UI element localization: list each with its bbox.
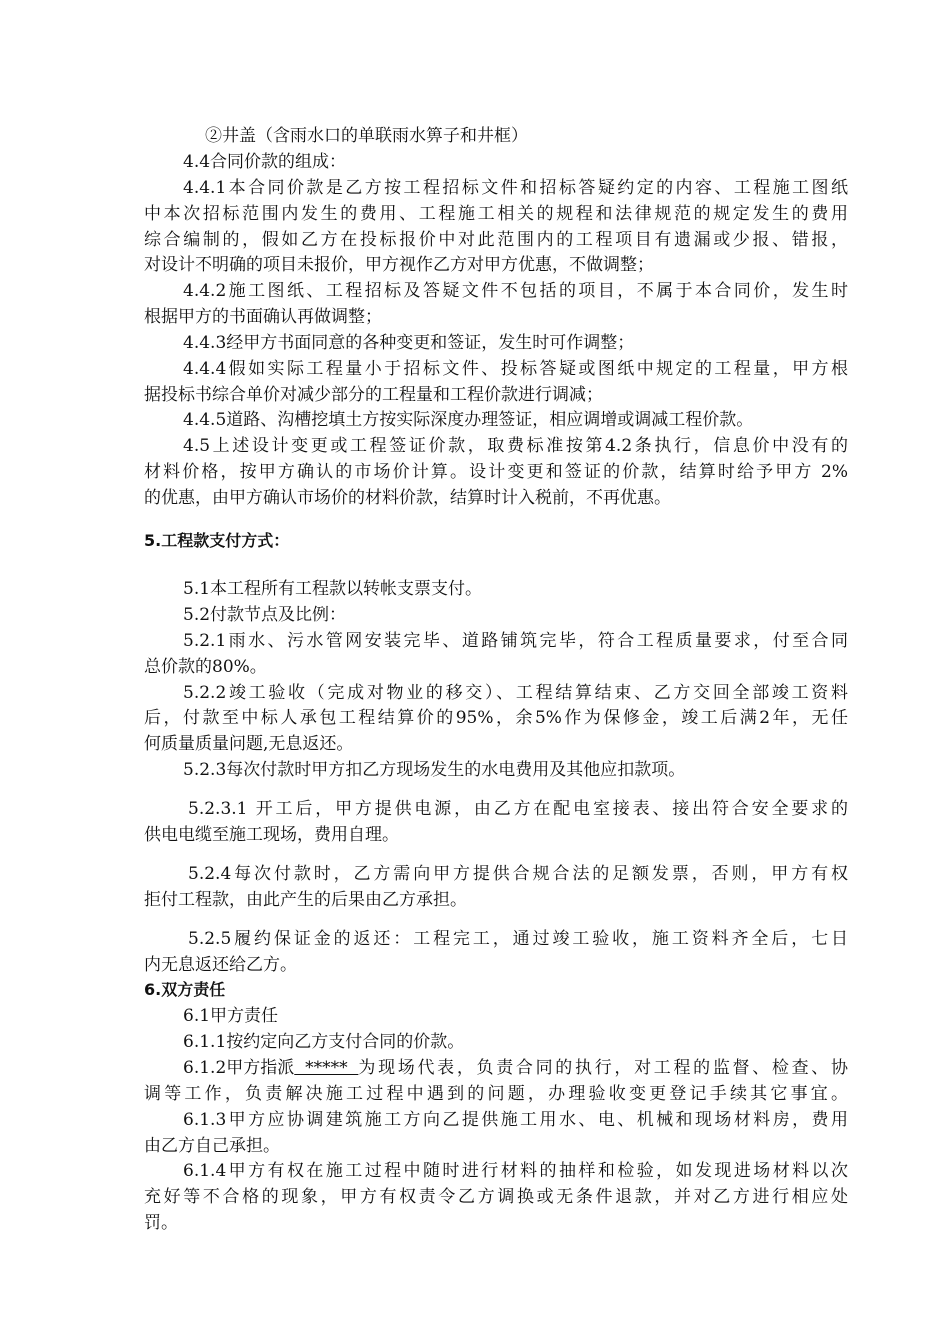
paragraph-line: 总价款的80%。 <box>144 657 267 677</box>
paragraph-line: 拒付工程款，由此产生的后果由乙方承担。 <box>144 890 467 910</box>
paragraph-line: 5.2.1雨水、污水管网安装完毕、道路铺筑完毕，符合工程质量要求，付至合同 <box>183 631 848 651</box>
clause-heading: 4.4合同价款的组成： <box>183 152 347 172</box>
paragraph-line: 6.1.3甲方应协调建筑施工方向乙提供施工用水、电、机械和现场材料房，费用 <box>183 1110 848 1130</box>
paragraph-line: 4.4.5道路、沟槽挖填土方按实际深度办理签证，相应调增或调减工程价款。 <box>183 410 754 430</box>
paragraph-line: 5.2.4每次付款时，乙方需向甲方提供合规合法的足额发票，否则，甲方有权 <box>188 864 848 884</box>
paragraph-line: 6.1.1按约定向乙方支付合同的价款。 <box>183 1032 465 1052</box>
paragraph-line: ②井盖（含雨水口的单联雨水箅子和井框） <box>205 126 528 146</box>
paragraph-line: 内无息返还给乙方。 <box>144 955 297 975</box>
paragraph-line: 4.4.4假如实际工程量小于招标文件、投标答疑或图纸中规定的工程量，甲方根 <box>183 359 848 379</box>
paragraph-line: 罚。 <box>144 1213 178 1233</box>
paragraph-line: 供电电缆至施工现场，费用自理。 <box>144 825 399 845</box>
paragraph-line: 5.2.2竣工验收（完成对物业的移交）、工程结算结束、乙方交回全部竣工资料 <box>183 683 848 703</box>
paragraph-line: 由乙方自己承担。 <box>144 1136 280 1156</box>
paragraph-line: 5.2.3.1 开工后，甲方提供电源，由乙方在配电室接表、接出符合安全要求的 <box>188 799 848 819</box>
section-heading: 6.双方责任 <box>144 980 226 999</box>
section-heading: 5.工程款支付方式： <box>144 531 290 550</box>
paragraph-line: 5.2.3每次付款时甲方扣乙方现场发生的水电费用及其他应扣款项。 <box>183 760 686 780</box>
paragraph-line: 4.4.2施工图纸、工程招标及答疑文件不包括的项目，不属于本合同价，发生时 <box>183 281 848 301</box>
clause-heading: 6.1甲方责任 <box>183 1006 279 1026</box>
paragraph-line <box>183 1056 848 1080</box>
paragraph-line: 4.4.3经甲方书面同意的各种变更和签证，发生时可作调整； <box>183 333 635 353</box>
clause-number-text: 6.1.2甲方指派 <box>183 1058 295 1078</box>
paragraph-line: 何质量质量问题,无息返还。 <box>144 734 354 754</box>
paragraph-line: 综合编制的，假如乙方在投标报价中对此范围内的工程项目有遗漏或少报、错报， <box>144 230 848 250</box>
representative-blank: ***** <box>294 1058 359 1078</box>
paragraph-line: 5.2.5履约保证金的返还：工程完工，通过竣工验收，施工资料齐全后，七日 <box>188 929 848 949</box>
paragraph-line: 4.5上述设计变更或工程签证价款，取费标准按第4.2条执行，信息价中没有的 <box>183 436 848 456</box>
paragraph-line: 中本次招标范围内发生的费用、工程施工相关的规程和法律规范的规定发生的费用 <box>144 204 848 224</box>
clause-heading: 5.2付款节点及比例： <box>183 605 347 625</box>
paragraph-line: 据投标书综合单价对减少部分的工程量和工程价款进行调减； <box>144 385 603 405</box>
paragraph-line: 后，付款至中标人承包工程结算价的95%，余5%作为保修金，竣工后满2年，无任 <box>144 708 848 728</box>
paragraph-text: 为现场代表，负责合同的执行，对工程的监督、检查、协 <box>358 1058 848 1078</box>
paragraph-line: 的优惠，由甲方确认市场价的材料价款，结算时计入税前，不再优惠。 <box>144 488 671 508</box>
paragraph-line: 充好等不合格的现象，甲方有权责令乙方调换或无条件退款，并对乙方进行相应处 <box>144 1187 848 1207</box>
paragraph-line: 调等工作，负责解决施工过程中遇到的问题，办理验收变更登记手续其它事宜。 <box>144 1084 848 1104</box>
paragraph-line: 材料价格，按甲方确认的市场价计算。设计变更和签证的价款，结算时给予甲方 2% <box>144 462 848 482</box>
paragraph-line: 对设计不明确的项目未报价，甲方视作乙方对甲方优惠，不做调整； <box>144 255 654 275</box>
paragraph-line: 4.4.1本合同价款是乙方按工程招标文件和招标答疑约定的内容、工程施工图纸 <box>183 178 848 198</box>
paragraph-line: 5.1本工程所有工程款以转帐支票支付。 <box>183 579 483 599</box>
paragraph-line: 根据甲方的书面确认再做调整； <box>144 307 382 327</box>
paragraph-line: 6.1.4甲方有权在施工过程中随时进行材料的抽样和检验，如发现进场材料以次 <box>183 1161 848 1181</box>
